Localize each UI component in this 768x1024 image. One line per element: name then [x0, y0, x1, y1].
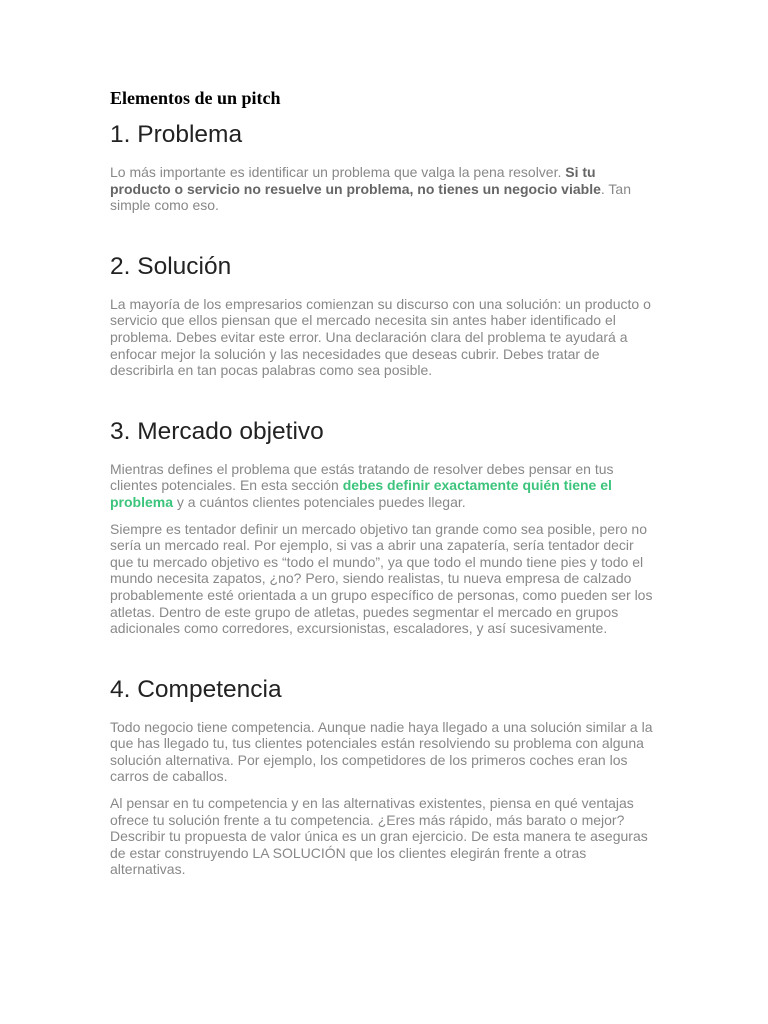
paragraph: Siempre es tentador definir un mercado objetivo tan grande como sea posible, pero no sería un mercado real. Por ejemplo, si vas a abrir una zapatería, sería tentador decir que tu mercado objetivo es “todo el mundo”, ya que todo el mundo tiene pies y todo el mundo necesita zapatos, ¿no? Pero, siendo realistas, tu nueva empresa de calzado probablemente esté orientada a un grupo específico de personas, como pueden ser los atletas. Dentro de este grupo de atletas, puedes segmentar el mercado en grupos adicionales como corredores, excursionistas, escaladores, y así sucesivamente.: [110, 520, 653, 637]
document-title: Elementos de un pitch: [110, 88, 281, 108]
paragraph: Todo negocio tiene competencia. Aunque nadie haya llegado a una solución similar a la que has llegado tu, tus clientes potenciales están resolviendo su problema con alguna solución alternativa. Por ejemplo, los competidores de los primeros coches eran los carros de caballos.: [110, 718, 653, 785]
highlight-text: debes definir exactamente quién tiene el problema: [110, 477, 612, 510]
paragraph: La mayoría de los empresarios comienzan su discurso con una solución: un producto o servicio que ellos piensan que el mercado necesita sin antes haber identificado el problema. Debes evitar este error. Una declaración clara del problema te ayudará a enfocar mejor la solución y las necesidades que deseas cubrir. Debes tratar de describirla en tan pocas palabras como sea posible.: [110, 295, 651, 379]
text: Lo más importante es identificar un problema que valga la pena resolver.: [110, 164, 566, 180]
section-solucion: [110, 252, 658, 379]
text: . Tan simple como eso.: [110, 180, 631, 214]
paragraph: [110, 164, 658, 214]
document-page: [110, 86, 658, 916]
text: Mientras defines el problema que estás tratando de resolver debes pensar en tus clientes potenciales. En esta sección: [110, 460, 614, 494]
text: y a cuántos clientes potenciales puedes llegar.: [173, 493, 466, 510]
paragraph: Al pensar en tu competencia y en las alternativas existentes, piensa en qué ventajas ofrece tu solución frente a tu competencia. ¿Eres más rápido, más barato o mejor? Describir tu propuesta de valor única es un gran ejercicio. De esta manera te aseguras de estar construyendo LA SOLUCIÓN que los clientes elegirán frente a otras alternativas.: [110, 795, 648, 878]
section-heading: 4. Competencia: [110, 675, 282, 703]
section-mercado-objetivo: [110, 417, 658, 637]
bold-text: Si tu producto o servicio no resuelve un problema, no tienes un negocio viable: [110, 164, 601, 197]
section-heading: 1. Problema: [110, 121, 243, 148]
section-competencia: [110, 675, 658, 878]
section-heading: 2. Solución: [110, 252, 232, 280]
paragraph: [110, 461, 658, 511]
section-problema: [110, 120, 658, 214]
section-heading: 3. Mercado objetivo: [110, 417, 324, 445]
